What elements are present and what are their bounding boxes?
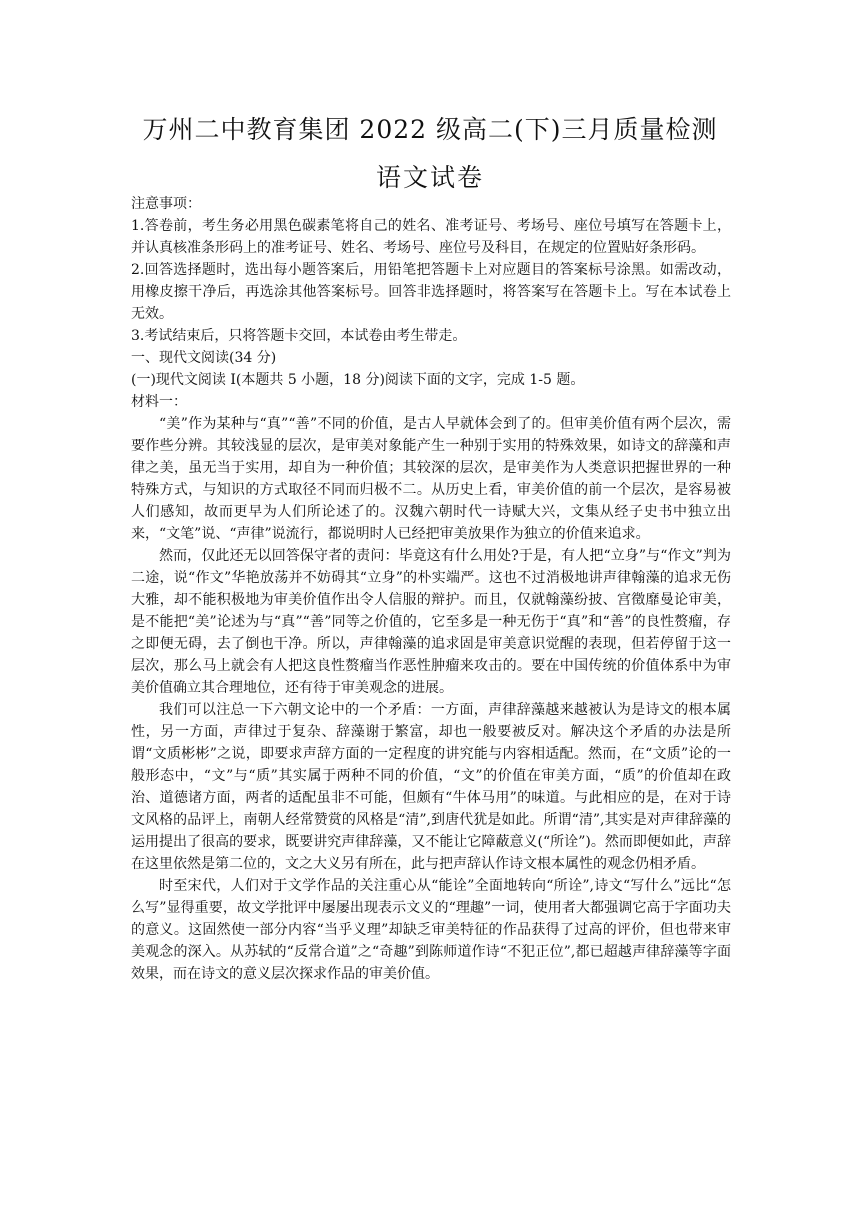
exam-subtitle: 语文试卷 <box>375 163 484 192</box>
paragraph-4: 时至宋代，人们对于文学作品的关注重心从“能诠”全面地转向“所诠”,诗文“写什么”远比“怎么写”显得重要，故文学批评中屡屡出现表示文义的“理趣”一词，使用者大都强调它高于字面功夫的意义。这固然使一部分内容“当乎义理”却缺乏审美特征的作品获得了过高的评价，但也带来审美观念的深入。从苏轼的“反常合道”之“奇趣”到陈师道作诗“不犯正位”,都已超越声律辞藻等字面效果，而在诗文的意义层次探求作品的审美价值。 <box>131 878 731 982</box>
paragraph-2: 然而，仅此还无以回答保守者的责问：毕竟这有什么用处?于是，有人把“立身”与“作文”判为二途，说“作文”华艳放荡并不妨碍其“立身”的朴实端严。这也不过消极地讲声律翰藻的追求无伤大雅，却不能积极地为审美价值作出令人信服的辩护。而且，仅就翰藻纷披、宫徵靡曼论审美，是不能把“美”论述为与“真”“善”同等之价值的，它至多是一种无伤于“真”和“善”的良性赘瘤，存之即便无碍，去了倒也干净。所以，声律翰藻的追求固是审美意识觉醒的表现，但若停留于这一层次，那么马上就会有人把这良性赘瘤当作恶性肿瘤来攻击的。要在中国传统的价值体系中为审美价值确立其合理地位，还有待于审美观念的进展。 <box>131 548 731 696</box>
notice-item-2: 2.回答选择题时，选出每小题答案后，用铅笔把答题卡上对应题目的答案标号涂黑。如需改动，用橡皮擦干净后，再选涂其他答案标号。回答非选择题时，将答案写在答题卡上。写在本试卷上无效。 <box>131 262 731 322</box>
section-subheading: (一)现代文阅读 I(本题共 5 小题，18 分)阅读下面的文字，完成 1-5 题。 <box>131 372 585 388</box>
paragraph-1: “美”作为某种与“真”“善”不同的价值，是古人早就体会到了的。但审美价值有两个层次，需要作些分辨。其较浅显的层次，是审美对象能产生一种别于实用的特殊效果，如诗文的辞藻和声律之美，虽无当于实用，却自为一种价值；其较深的层次，是审美作为人类意识把握世界的一种特殊方式，与知识的方式取径不同而归极不二。从历史上看，审美价值的前一个层次，是容易被人们感知，故而更早为人们所论述了的。汉魏六朝时代一诗赋大兴，文集从经子史书中独立出来，“文笔”说、“声律”说流行，都说明时人已经把审美放果作为独立的价值来追求。 <box>131 416 731 542</box>
section-heading: 一、现代文阅读(34 分) <box>131 350 277 366</box>
notice-heading: 注意事项： <box>131 196 201 212</box>
notice-item-1: 1.答卷前，考生务必用黑色碳素笔将自己的姓名、准考证号、考场号、座位号填写在答题卡上，并认真核准条形码上的准考证号、姓名、考场号、座位号及科目，在规定的位置贴好条形码。 <box>131 218 731 256</box>
paragraph-3: 我们可以注总一下六朝文论中的一个矛盾：一方面，声律辞藻越来越被认为是诗文的根本属性，另一方面，声律过于复杂、辞藻谢于繁富，却也一般要被反对。解决这个矛盾的办法是所谓“文质彬彬”之说，即要求声辞方面的一定程度的讲究能与内容相适配。然而，在“文质”论的一般形态中，“文”与“质”其实属于两种不同的价值，“文”的价值在审美方面，“质”的价值却在政治、道德诸方面，两者的适配虽非不可能，但颇有“牛体马用”的味道。与此相应的是，在对于诗文风格的品评上，南朝人经常赞赏的风格是“清”,到唐代犹是如此。所谓“清”,其实是对声律辞藻的运用提出了很高的要求，既要讲究声律辞藻，又不能让它障蔽意义(“所诠”)。然而即便如此，声辞在这里依然是第二位的，文之大义另有所在，此与把声辞认作诗文根本属性的观念仍相矛盾。 <box>131 702 731 872</box>
material-label: 材料一： <box>131 394 187 410</box>
exam-body <box>131 193 731 985</box>
notice-item-3: 3.考试结束后，只将答题卡交回，本试卷由考生带走。 <box>131 328 467 344</box>
exam-title: 万州二中教育集团 2022 级高二(下)三月质量检测 <box>142 115 718 144</box>
